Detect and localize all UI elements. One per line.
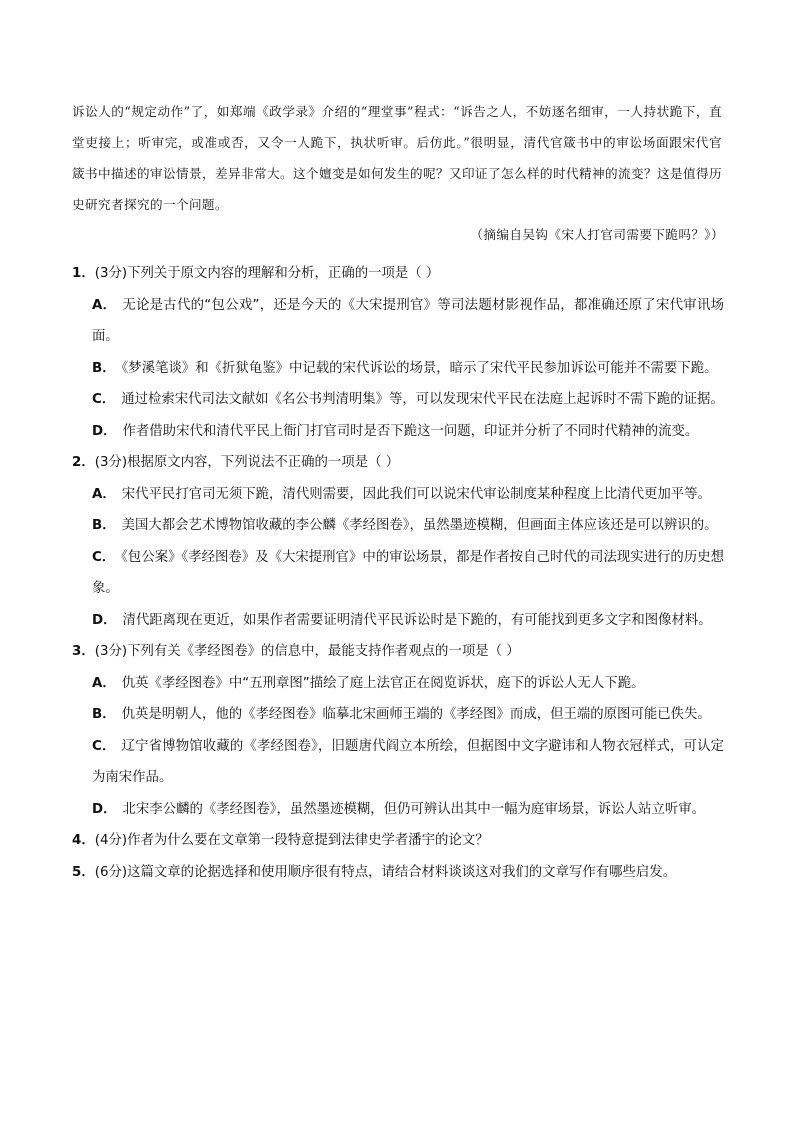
passage-excerpt	[72, 96, 722, 220]
option-text: 无论是古代的“包公戏”，还是今天的《大宋提刑官》等司法题材影视作品，都准确还原了宋代审讯场面。	[92, 297, 724, 344]
option-c[interactable]	[72, 384, 724, 416]
question-number: 1．	[72, 266, 95, 281]
question-stem	[72, 447, 724, 479]
question-text: 下列有关《孝经图卷》的信息中，最能支持作者观点的一项是（ ）	[127, 644, 520, 659]
option-letter: C．	[92, 738, 116, 754]
question-list	[72, 258, 724, 888]
question-number: 5．	[72, 864, 95, 880]
question-score: (3分)	[94, 266, 128, 281]
question-score: (3分)	[94, 644, 128, 659]
option-c[interactable]	[72, 731, 724, 794]
question-stem	[72, 258, 724, 290]
question-text: 作者为什么要在文章第一段特意提到法律史学者潘宇的论文？	[127, 833, 489, 848]
option-text: 《包公案》《孝经图卷》及《大宋提刑官》中的审讼场景，都是作者按自己时代的司法现实进行的历史想象。	[92, 549, 724, 596]
passage-paragraph: 诉讼人的“规定动作”了，如郑端《政学录》介绍的“理堂事”程式：“诉告之人，不妨逐名细审，一人持状跪下，直堂吏接上；听审完，或准或否，又令一人跪下，执状听审。后仿此。”很明显，清代官箴书中的审讼场面跟宋代官箴书中描述的审讼情景，差异非常大。这个嬗变是如何发生的呢？又印证了怎么样的时代精神的流变？这是值得历史研究者探究的一个问题。	[72, 104, 722, 212]
question-score: (6分)	[94, 864, 128, 880]
option-d[interactable]	[72, 605, 724, 637]
option-a[interactable]	[72, 668, 724, 700]
option-text: 宋代平民打官司无须下跪，清代则需要，因此我们可以说宋代审讼制度某种程度上比清代更加平等。	[121, 486, 711, 502]
question-number: 4．	[72, 833, 95, 848]
option-letter: B．	[92, 707, 116, 722]
option-b[interactable]	[72, 510, 724, 542]
option-letter: B．	[92, 360, 116, 376]
option-letter: A．	[92, 486, 116, 502]
question-stem	[72, 857, 724, 889]
option-letter: C．	[92, 392, 116, 407]
question-text: 这篇文章的论据选择和使用顺序很有特点，请结合材料谈谈这对我们的文章写作有哪些启发。	[127, 864, 677, 880]
question-number: 3．	[72, 644, 95, 659]
question-3	[72, 636, 724, 825]
option-text: 清代距离现在更近，如果作者需要证明清代平民诉讼时是下跪的，有可能找到更多文字和图像材料。	[122, 612, 712, 628]
question-1	[72, 258, 724, 447]
option-text: 通过检索宋代司法文献如《名公书判清明集》等，可以发现宋代平民在法庭上起诉时不需下跪的证据。	[121, 392, 724, 407]
option-text: 美国大都会艺术博物馆收藏的李公麟《孝经图卷》，虽然墨迹模糊，但画面主体应该还是可以辨识的。	[121, 518, 718, 533]
passage-source: （摘编自吴钩《宋人打官司需要下跪吗？》）	[470, 227, 724, 242]
option-letter: A．	[92, 675, 116, 691]
question-4	[72, 825, 724, 857]
option-letter: A．	[92, 297, 117, 313]
question-text: 根据原文内容，下列说法不正确的一项是（ ）	[127, 455, 400, 470]
option-b[interactable]	[72, 699, 724, 731]
question-stem	[72, 636, 724, 668]
option-text: 作者借助宋代和清代平民上衙门打官司时是否下跪这一问题，印证并分析了不同时代精神的流变。	[122, 423, 699, 439]
question-stem	[72, 825, 724, 857]
question-text: 下列关于原文内容的理解和分析，正确的一项是（ ）	[127, 266, 440, 281]
option-c[interactable]	[72, 542, 724, 605]
question-number: 2．	[72, 455, 95, 470]
option-text: 仇英《孝经图卷》中“五刑章图”描绘了庭上法官正在阅览诉状，庭下的诉讼人无人下跪。	[121, 675, 645, 691]
option-a[interactable]	[72, 479, 724, 511]
question-score: (4分)	[94, 833, 128, 848]
option-b[interactable]	[72, 353, 724, 385]
option-text: 北宋李公麟的《孝经图卷》，虽然墨迹模糊，但仍可辨认出其中一幅为庭审场景，诉讼人站立听审。	[122, 801, 705, 817]
question-score: (3分)	[94, 455, 128, 470]
option-letter: D．	[92, 801, 117, 817]
option-letter: B．	[92, 518, 116, 533]
option-text: 仇英是明朝人，他的《孝经图卷》临摹北宋画师王端的《孝经图》而成，但王端的原图可能已佚失。	[121, 707, 711, 722]
option-a[interactable]	[72, 290, 724, 353]
question-2	[72, 447, 724, 636]
option-letter: D．	[92, 423, 117, 439]
option-text: 《梦溪笔谈》和《折狱龟鉴》中记载的宋代诉讼的场景，暗示了宋代平民参加诉讼可能并不需要下跪。	[121, 360, 718, 376]
option-d[interactable]	[72, 416, 724, 448]
option-text: 辽宁省博物馆收藏的《孝经图卷》，旧题唐代阎立本所绘，但据图中文字避讳和人物衣冠样式，可认定为南宋作品。	[92, 738, 725, 785]
question-5	[72, 857, 724, 889]
option-letter: C．	[92, 549, 116, 565]
option-d[interactable]	[72, 794, 724, 826]
option-letter: D．	[92, 612, 117, 628]
